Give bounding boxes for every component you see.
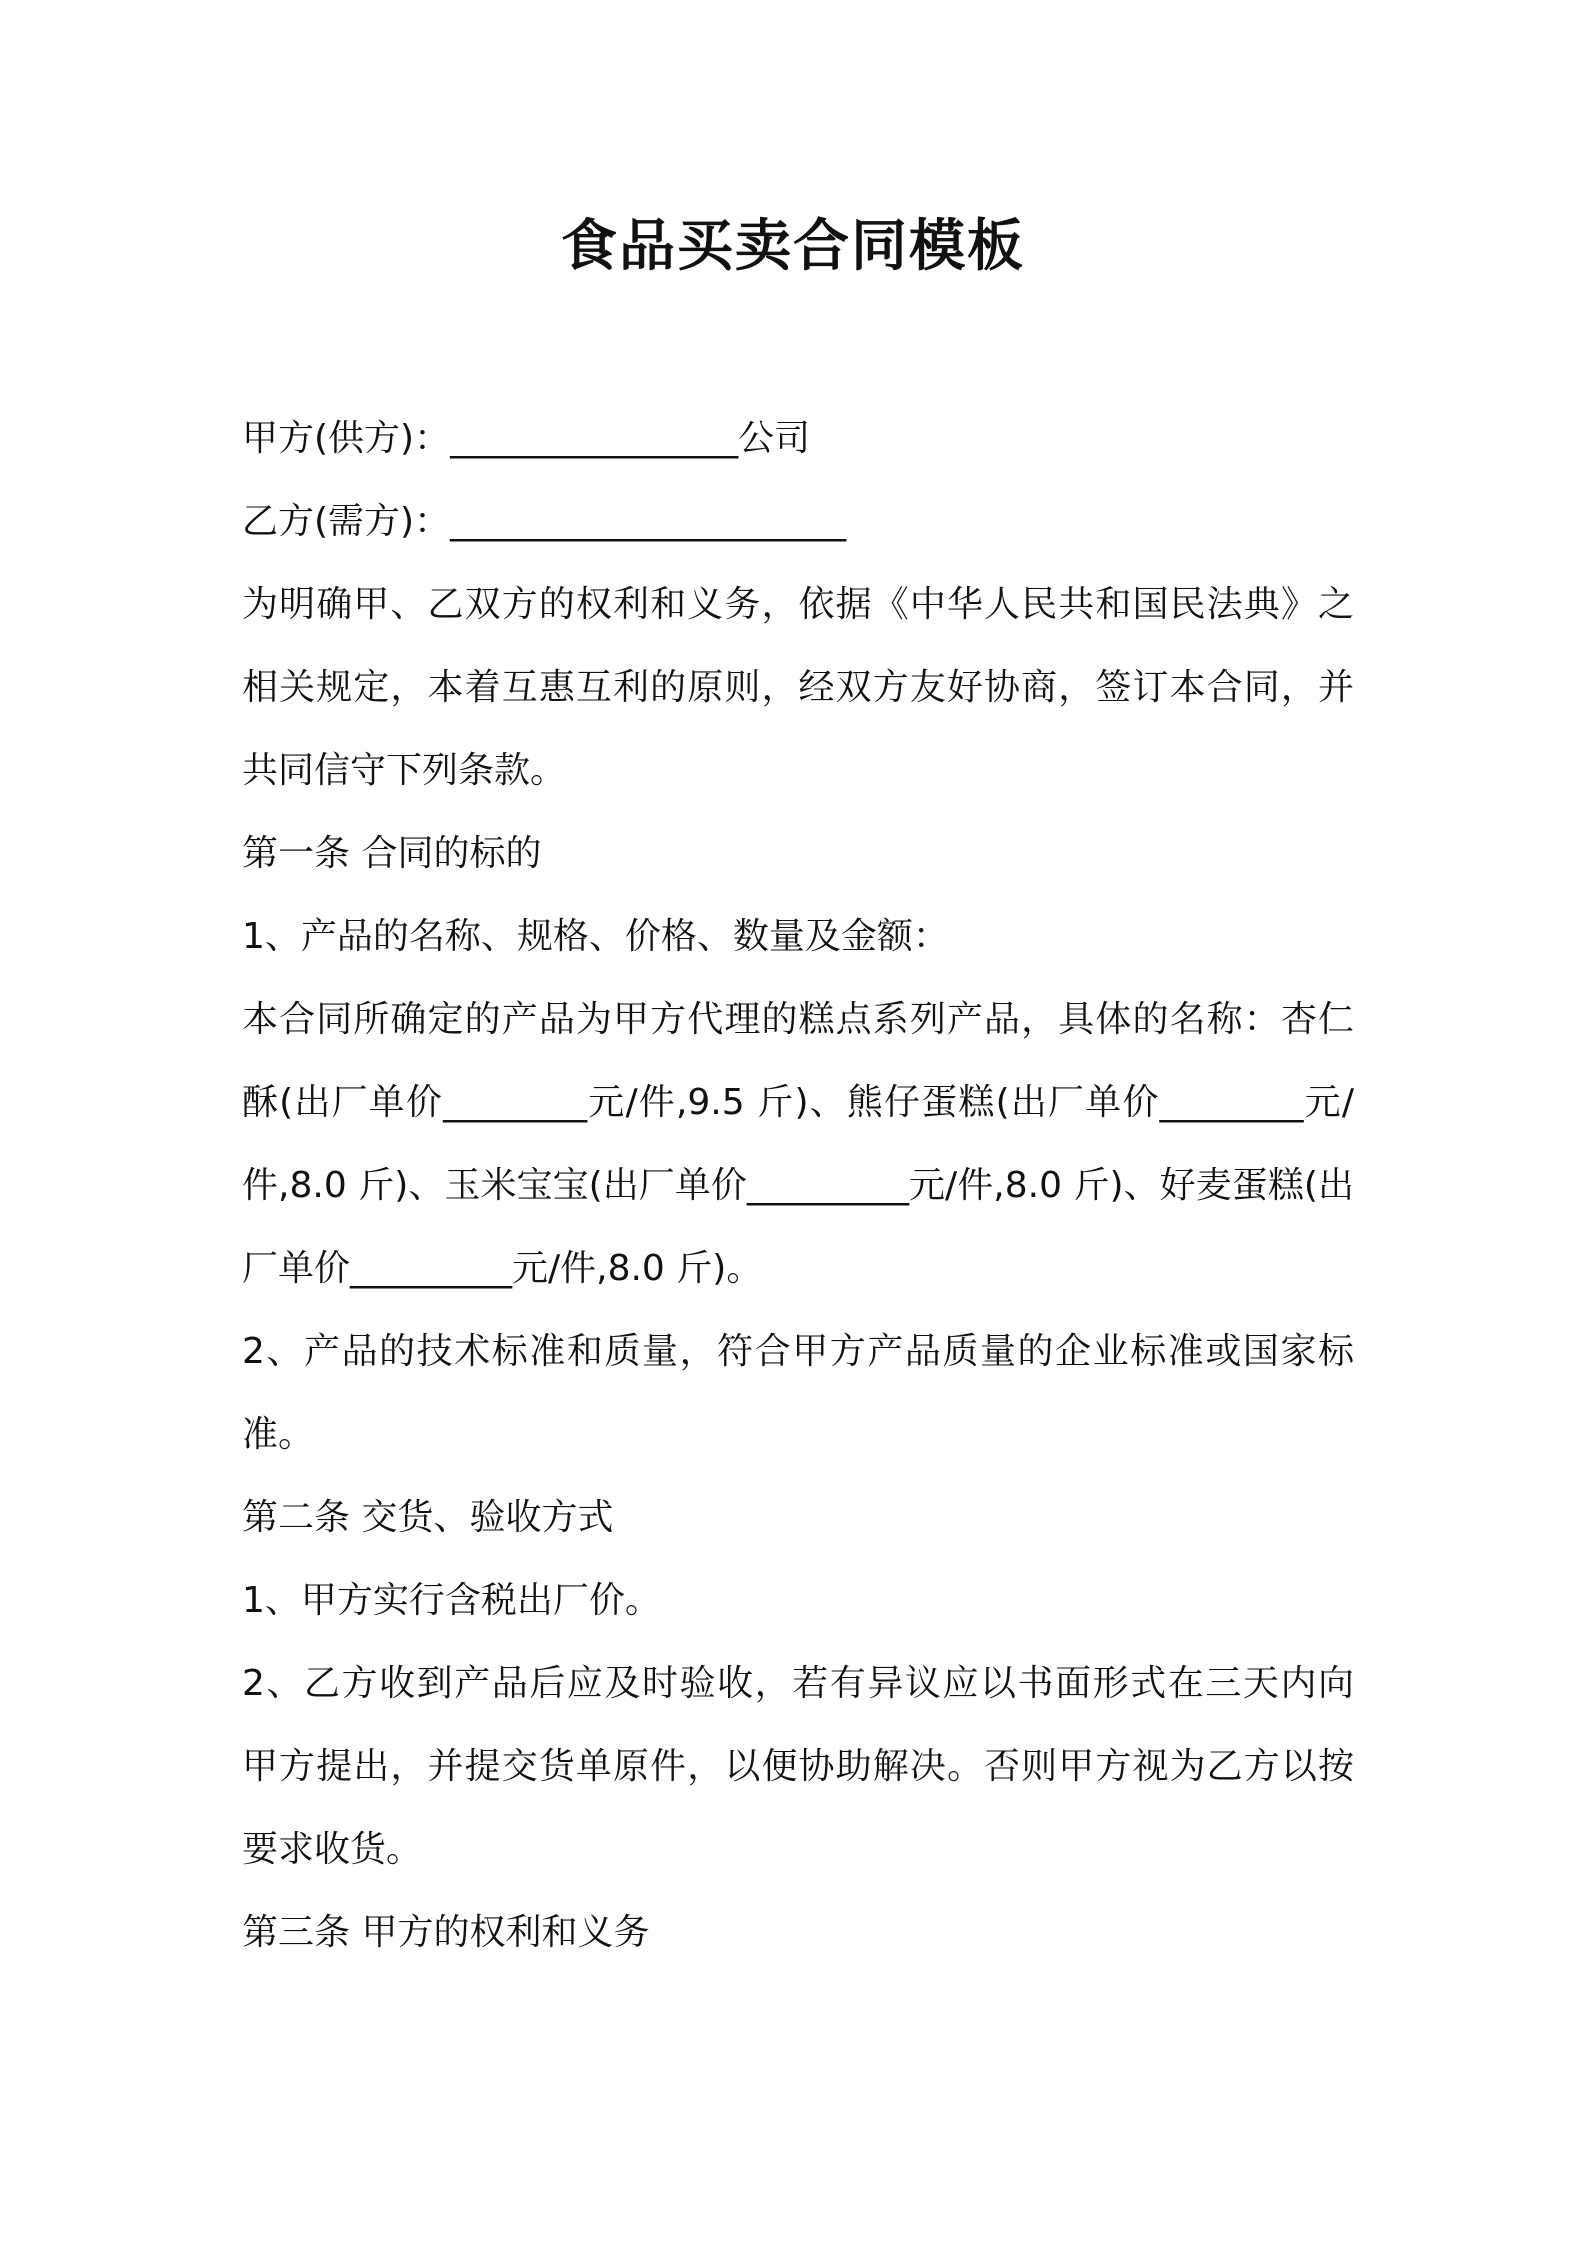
paragraph-line: 本合同所确定的产品为甲方代理的糕点系列产品，具体的名称：杏仁 — [242, 999, 1354, 1040]
paragraph-line: 甲方提出，并提交货单原件，以便协助解决。否则甲方视为乙方以按 — [242, 1746, 1354, 1787]
paragraph-line: 厂单价_________元/件,8.0 斤)。 — [242, 1248, 763, 1289]
paragraph-line: 相关规定，本着互惠互利的原则，经双方友好协商，签订本合同，并 — [242, 667, 1354, 708]
clause-line: 1、甲方实行含税出厂价。 — [242, 1580, 661, 1621]
paragraph-line: 准。 — [242, 1414, 315, 1455]
article-heading: 第三条 甲方的权利和义务 — [242, 1912, 650, 1953]
paragraph-line: 共同信守下列条款。 — [242, 750, 567, 791]
party-a-line: 甲方(供方)：________________公司 — [242, 418, 811, 459]
party-b-line: 乙方(需方)：______________________ — [242, 501, 847, 542]
clause-line: 2、乙方收到产品后应及时验收，若有异议应以书面形式在三天内向 — [242, 1663, 1354, 1704]
document-body — [242, 397, 1354, 1974]
paragraph-line: 酥(出厂单价________元/件,9.5 斤)、熊仔蛋糕(出厂单价________元/ — [242, 1082, 1354, 1123]
paragraph-line: 件,8.0 斤)、玉米宝宝(出厂单价_________元/件,8.0 斤)、好麦蛋糕(出 — [242, 1165, 1354, 1206]
paragraph-line: 为明确甲、乙双方的权利和义务，依据《中华人民共和国民法典》之 — [242, 584, 1354, 625]
clause-line: 2、产品的技术标准和质量，符合甲方产品质量的企业标准或国家标 — [242, 1331, 1354, 1372]
article-heading: 第二条 交货、验收方式 — [242, 1497, 614, 1538]
article-heading: 第一条 合同的标的 — [242, 833, 542, 874]
clause-line: 1、产品的名称、规格、价格、数量及金额： — [242, 916, 949, 957]
document-title: 食品买卖合同模板 — [561, 214, 1025, 279]
paragraph-line: 要求收货。 — [242, 1829, 423, 1870]
